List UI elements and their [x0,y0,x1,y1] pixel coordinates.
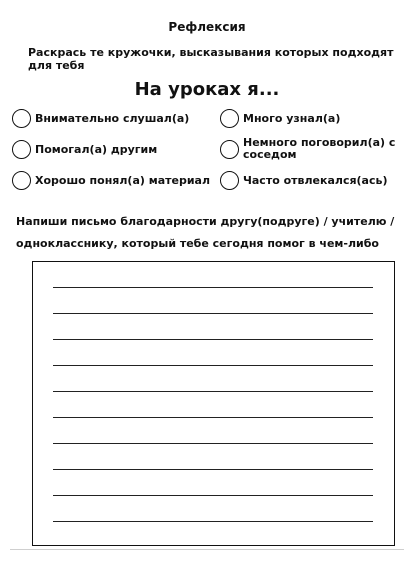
option-understood-material[interactable] [12,171,217,190]
writing-line [53,469,373,470]
color-circle[interactable] [12,109,31,128]
color-circle[interactable] [220,140,239,159]
option-label: Хорошо понял(а) материал [35,173,211,187]
option-listened-attentively[interactable] [12,109,212,128]
option-often-distracted[interactable] [220,171,405,190]
color-circle[interactable] [12,171,31,190]
color-circle[interactable] [12,140,31,159]
option-label: Немного поговорил(а) с соседом [243,136,396,161]
option-talked-to-neighbor[interactable] [220,137,405,161]
color-circle[interactable] [220,171,239,190]
writing-line [53,443,373,444]
section-heading: На уроках я... [134,79,280,100]
option-label: Часто отвлекался(ась) [243,173,388,187]
writing-line [53,521,373,522]
writing-line [53,391,373,392]
option-helped-others[interactable] [12,140,212,159]
writing-line [53,313,373,314]
coloring-instruction: Раскрась те кружочки, высказывания которых подходят для тебя [28,46,394,72]
color-circle[interactable] [220,109,239,128]
writing-line [53,287,373,288]
writing-line [53,365,373,366]
option-learned-a-lot[interactable] [220,109,405,128]
writing-line [53,495,373,496]
option-label: Помогал(а) другим [35,142,158,156]
writing-line [53,339,373,340]
letter-writing-area[interactable] [32,261,395,546]
worksheet-title: Рефлексия [168,20,246,34]
page-bottom-divider [10,549,404,550]
letter-prompt: Напиши письмо благодарности другу(подруге) / учителю / однокласснику, который тебе сегодня помог в чем-либо [16,215,395,250]
option-label: Много узнал(а) [243,111,341,125]
option-label: Внимательно слушал(а) [35,111,190,125]
writing-line [53,417,373,418]
